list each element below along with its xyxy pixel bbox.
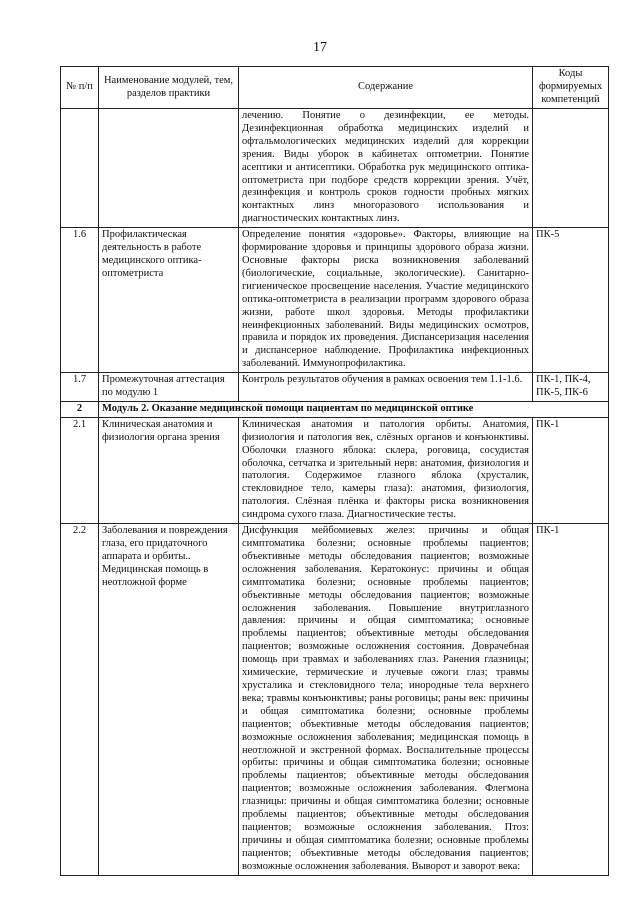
row-name: Клиническая анатомия и физиология органа зрения — [99, 417, 239, 523]
row-content: Клиническая анатомия и патология орбиты. Анатомия, физиология и патология век, слёзных органов и конъюнктивы. Оболочки глазного яблока: склера, роговица, сосудистая оболочка, сетчатка и зрительный нерв: анатомия, физиология и патология. Содержимое глазного яблока (хрусталик, стекловидное тело, камеры глаза): анатомия, физиология, патология. Слёзная плёнка и факторы риска возникновения синдрома сухого глаза. Диагностические тесты. — [239, 417, 533, 523]
row-content: Контроль результатов обучения в рамках освоения тем 1.1-1.6. — [239, 373, 533, 402]
row-content: Определение понятия «здоровье». Факторы, влияющие на формирование здоровья и принципы здорового образа жизни. Основные факторы риска возникновения заболеваний (биологические, социальные, экологические). Санитарно-гигиеническое просвещение населения. Участие медицинского оптика-оптометриста в реализации программ здорового образа жизни, работе школ здоровья. Методы профилактики неинфекционных заболеваний. Виды медицинских осмотров, правила и порядок их проведения. Диспансеризация населения и диспансерное наблюдение. Профилактика инфекционных заболеваний. Иммунопрофилактика. — [239, 228, 533, 373]
curriculum-table — [60, 66, 609, 876]
row-num: 1.6 — [61, 228, 99, 373]
table-row — [61, 417, 609, 523]
row-codes: ПК-1, ПК-4, ПК-5, ПК-6 — [533, 373, 609, 402]
row-codes — [533, 109, 609, 228]
header-num: № п/п — [61, 67, 99, 109]
row-content: лечению. Понятие о дезинфекции, ее методы. Дезинфекционная обработка медицинских изделий и офтальмологических медицинских изделий для коррекции зрения. Виды уборок в кабинетах оптометрии. Понятие асептики и антисептики. Обработка рук медицинского оптика-оптометриста при подборе средств коррекции зрения. Учёт, дезинфекция и контроль сроков годности пробных мягких контактных линз многоразового использования и диагностических контактных линз. — [239, 109, 533, 228]
row-codes: ПК-1 — [533, 524, 609, 875]
row-name: Заболевания и повреждения глаза, его придаточного аппарата и орбиты.. Медицинская помощь в неотложной форме — [99, 524, 239, 875]
header-name: Наименование модулей, тем, разделов практики — [99, 67, 239, 109]
table-header-row — [61, 67, 609, 109]
header-content: Содержание — [239, 67, 533, 109]
table-row — [61, 524, 609, 875]
row-name: Промежуточная аттестация по модулю 1 — [99, 373, 239, 402]
row-num: 2.2 — [61, 524, 99, 875]
table-row — [61, 228, 609, 373]
row-codes: ПК-5 — [533, 228, 609, 373]
table-row — [61, 373, 609, 402]
row-codes: ПК-1 — [533, 417, 609, 523]
row-name — [99, 109, 239, 228]
page-number: 17 — [313, 40, 327, 55]
row-num — [61, 109, 99, 228]
header-codes: Коды формируемых компетенций — [533, 67, 609, 109]
module-title: Модуль 2. Оказание медицинской помощи пациентам по медицинской оптике — [99, 401, 609, 417]
row-num: 1.7 — [61, 373, 99, 402]
row-content: Дисфункция мейбомиевых желез: причины и общая симптоматика болезни; основные проблемы пациентов; объективные методы обследования пациентов; возможные осложнения заболевания. Кератоконус: причины и общая симптоматика болезни; основные проблемы пациентов; объективные методы обследования пациентов; возможные осложнения заболевания. Повышение внутриглазного давления: причины и общая симптоматика; основные проблемы пациентов; объективные методы обследования пациентов; возможные осложнения состояния. Доврачебная помощь при травмах и заболеваниях глаз. Ранения глазницы; химические, термические и лучевые ожоги глаз; травмы хрусталика и стекловидного тела; инородные тела верхнего века; травмы конъюнктивы; раны роговицы; раны век: причины и общая симптоматика болезни; основные проблемы пациентов; объективные методы обследования пациентов; возможные осложнения заболевания; медицинская помощь в неотложной и экстренной формах. Воспалительные процессы орбиты: причины и общая симптоматика болезни; основные проблемы пациентов; объективные методы обследования пациентов; возможные осложнения заболевания. Флегмона глазницы: причины и общая симптоматика болезни; основные проблемы пациентов; объективные методы обследования пациентов; возможные осложнения заболевания. Птоз: причины и общая симптоматика болезни; основные проблемы пациентов; объективные методы обследования пациентов; возможные осложнения заболевания. Выворот и заворот века: — [239, 524, 533, 875]
table-row — [61, 109, 609, 228]
module-header-row — [61, 401, 609, 417]
row-num: 2.1 — [61, 417, 99, 523]
module-num: 2 — [61, 401, 99, 417]
row-name: Профилактическая деятельность в работе медицинского оптика-оптометриста — [99, 228, 239, 373]
